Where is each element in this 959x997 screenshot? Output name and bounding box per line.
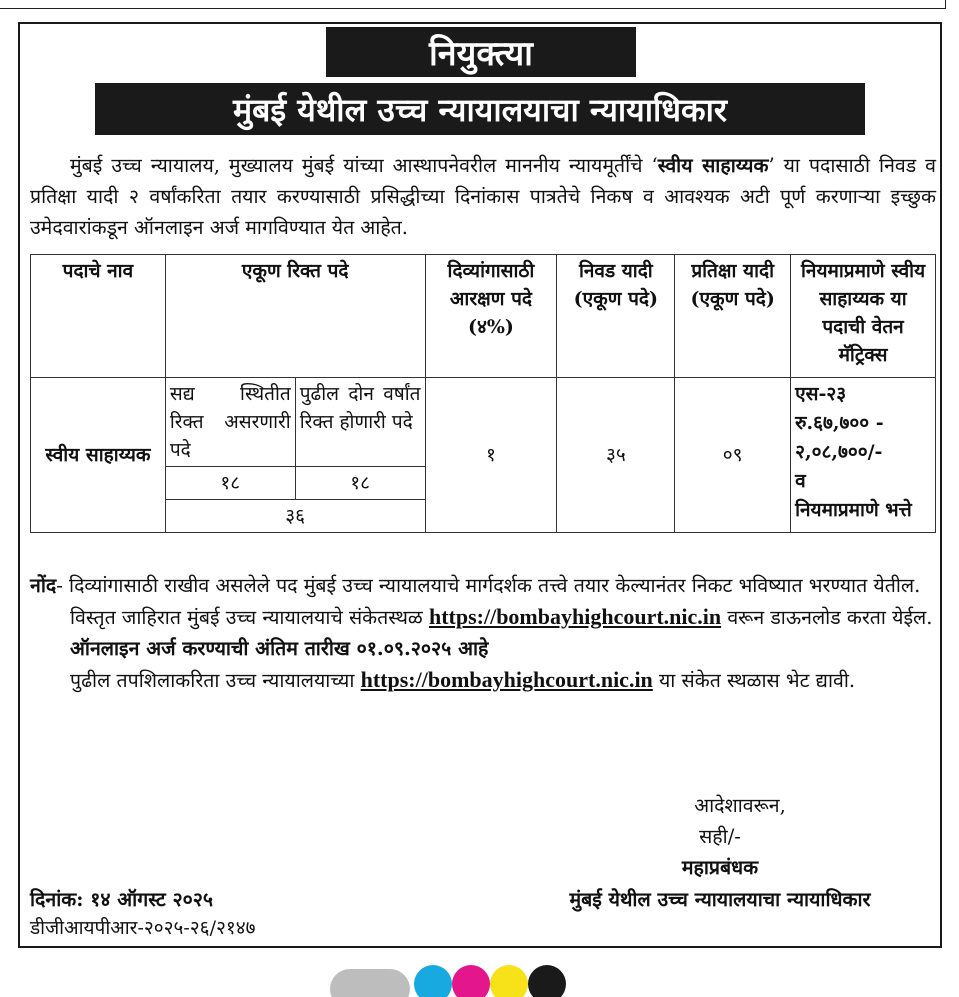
table-row (31, 378, 936, 467)
vacancy-table (30, 254, 936, 533)
table-header-row (31, 255, 936, 378)
page-subtitle: मुंबई येथील उच्च न्यायालयाचा न्यायाधिकार (95, 83, 865, 135)
header-disabled-reserved: दिव्यांगासाठी आरक्षण पदे (४%) (425, 255, 557, 378)
cell-disabled-reserved: १ (425, 378, 557, 533)
registration-mark-grey (330, 969, 410, 997)
signed: सही/- (699, 825, 741, 848)
header-total-vacancies: एकूण रिक्त पदे (165, 255, 425, 378)
last-date-line: ऑनलाइन अर्ज करण्याची अंतिम तारीख ०१.०९.२०२५ आहे (70, 637, 489, 660)
download-paragraph: विस्तृत जाहिरात मुंबई उच्च न्यायालयाचे संकेतस्थळ https://bombayhighcourt.nic.in वरून डाऊनलोड करता येईल. (70, 604, 933, 629)
reference-number: डीजीआयपीआर-२०२५-२६/२१४७ (30, 917, 256, 939)
cell-future-vacant-count: १८ (295, 467, 425, 500)
yellow-dot-icon (490, 965, 528, 997)
issuing-office: मुंबई येथील उच्च न्यायालयाचा न्यायाधिकार (569, 888, 871, 911)
cell-future-vacant-label: पुढील दोन वर्षांत रिक्त होणारी पदे (295, 378, 425, 467)
page-title: नियुक्त्या (326, 27, 636, 77)
cell-post-name: स्वीय साहाय्यक (31, 378, 166, 533)
pay-conjunction: व (795, 470, 806, 492)
black-dot-icon (528, 965, 566, 997)
website-link[interactable]: https://bombayhighcourt.nic.in (428, 604, 722, 629)
header-post-name: पदाचे नाव (31, 255, 166, 378)
designation: महाप्रबंधक (681, 856, 759, 879)
note-paragraph: नोंद- दिव्यांगासाठी राखीव असलेले पद मुंबई उच्च न्यायालयाचे मार्गदर्शक तत्त्वे तयार केल्यानंतर निकट भविष्यात भरण्यात येतील. (30, 574, 921, 597)
pay-level: एस-२३ (795, 383, 847, 405)
more-info-paragraph: पुढील तपशिलाकरिता उच्च न्यायालयाच्या https://bombayhighcourt.nic.in या संकेत स्थळास भेट द्यावी. (70, 667, 856, 692)
signature-block (520, 790, 920, 883)
website-link-2[interactable]: https://bombayhighcourt.nic.in (360, 667, 653, 692)
cell-selection-list: ३५ (557, 378, 675, 533)
intro-paragraph: मुंबई उच्च न्यायालय, मुख्यालय मुंबई यांच्या आस्थापनेवरील माननीय न्यायमूर्तींचे ‘स्वीय साहाय्यक’ या पदासाठी निवड व प्रतिक्षा यादी २ वर्षांकरिता तयार करण्यासाठी प्रसिद्धीच्या दिनांकास पात्रतेचे निकष व आवश्यक अटी पूर्ण करणाऱ्या इच्छुक उमेदवारांकडून ऑनलाइन अर्ज मागविण्यात येत आहेत. (30, 154, 936, 239)
pay-allowances: नियमाप्रमाणे भत्ते (795, 499, 912, 521)
issue-date: दिनांक: १४ ऑगस्ट २०२५ (30, 888, 213, 911)
cell-total-vacancies: ३६ (165, 500, 425, 533)
cell-current-vacant-label: सद्य स्थितीत रिक्त असरणारी पदे (165, 378, 295, 467)
post-name-bold: स्वीय साहाय्यक (657, 154, 769, 177)
pay-range: रु.६७,७०० - २,०८,७००/- (795, 412, 884, 463)
cell-current-vacant-count: १८ (165, 467, 295, 500)
cyan-dot-icon (414, 965, 452, 997)
header-selection-list: निवड यादी (एकूण पदे) (557, 255, 675, 378)
page-edge-border (0, 0, 946, 9)
cell-pay-matrix (791, 378, 936, 533)
notes-section (30, 570, 936, 696)
header-waiting-list: प्रतिक्षा यादी (एकूण पदे) (675, 255, 791, 378)
cell-waiting-list: ०९ (675, 378, 791, 533)
header-pay-matrix: नियमाप्रमाणे स्वीय साहाय्यक या पदाची वेतन मॅट्रिक्स (791, 255, 936, 378)
note-label: नोंद (30, 574, 57, 597)
by-order: आदेशावरून, (694, 794, 786, 817)
print-color-marks (330, 965, 570, 997)
magenta-dot-icon (452, 965, 490, 997)
